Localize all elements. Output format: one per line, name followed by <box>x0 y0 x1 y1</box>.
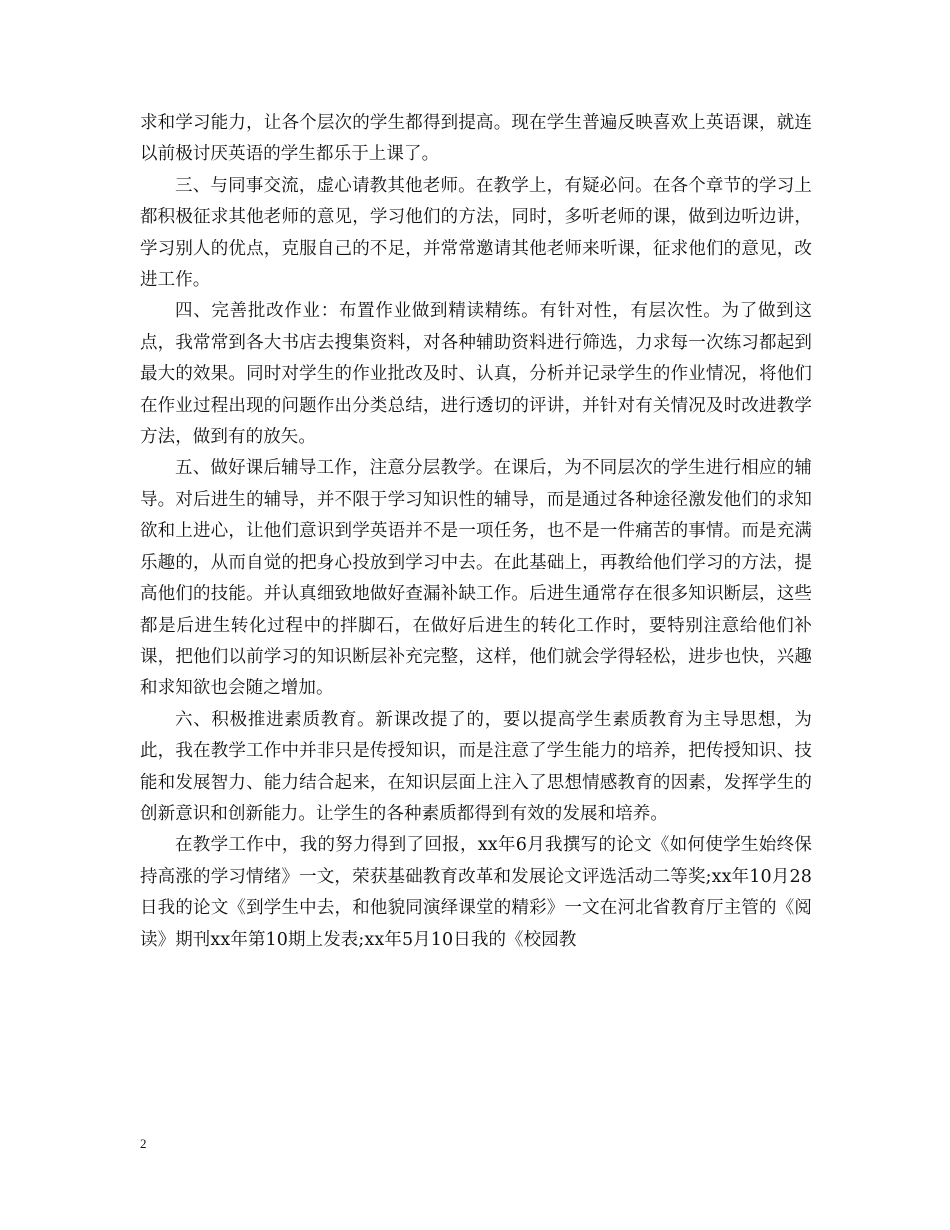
paragraph-after-class-tutoring: 五、做好课后辅导工作，注意分层教学。在课后，为不同层次的学生进行相应的辅导。对后进生的辅导，并不限于学习知识性的辅导，而是通过各种途径激发他们的求知欲和上进心，让他们意识到学英语并不是一项任务，也不是一件痛苦的事情。而是充满乐趣的，从而自觉的把身心投放到学习中去。在此基础上，再教给他们学习的方法，提高他们的技能。并认真细致地做好查漏补缺工作。后进生通常存在很多知识断层，这些都是后进生转化过程中的拌脚石，在做好后进生的转化工作时，要特别注意给他们补课，把他们以前学习的知识断层补充完整，这样，他们就会学得轻松，进步也快，兴趣和求知欲也会随之增加。 <box>140 458 812 699</box>
page-number: 2 <box>140 1136 147 1151</box>
paragraph-homework-correction: 四、完善批改作业：布置作业做到精读精练。有针对性，有层次性。为了做到这点，我常常到各大书店去搜集资料，对各种辅助资料进行筛选，力求每一次练习都起到最大的效果。同时对学生的作业批改及时、认真，分析并记录学生的作业情况，将他们在作业过程出现的问题作出分类总结，进行透切的评讲，并针对有关情况及时改进教学方法，做到有的放矢。 <box>140 301 812 448</box>
paragraph-achievements: 在教学工作中，我的努力得到了回报，xx年6月我撰写的论文《如何使学生始终保持高涨的学习情绪》一文，荣获基础教育改革和发展论文评选活动二等奖;xx年10月28日我的论文《到学生中去，和他貌同演绎课堂的精彩》一文在河北省教育厅主管的《阅读》期刊xx年第10期上发表;xx年5月10日我的《校园教 <box>140 835 812 950</box>
paragraph-continuation: 求和学习能力，让各个层次的学生都得到提高。现在学生普遍反映喜欢上英语课，就连以前极讨厌英语的学生都乐于上课了。 <box>140 113 812 165</box>
paragraph-colleague-exchange: 三、与同事交流，虚心请教其他老师。在教学上，有疑必问。在各个章节的学习上都积极征求其他老师的意见，学习他们的方法，同时，多听老师的课，做到边听边讲，学习别人的优点，克服自己的不足，并常常邀请其他老师来听课，征求他们的意见，改进工作。 <box>140 175 812 291</box>
document-body <box>140 108 812 956</box>
paragraph-quality-education: 六、积极推进素质教育。新课改提了的，要以提高学生素质教育为主导思想，为此，我在教学工作中并非只是传授知识，而是注意了学生能力的培养，把传授知识、技能和发展智力、能力结合起来，在知识层面上注入了思想情感教育的因素，发挥学生的创新意识和创新能力。让学生的各种素质都得到有效的发展和培养。 <box>140 709 812 824</box>
